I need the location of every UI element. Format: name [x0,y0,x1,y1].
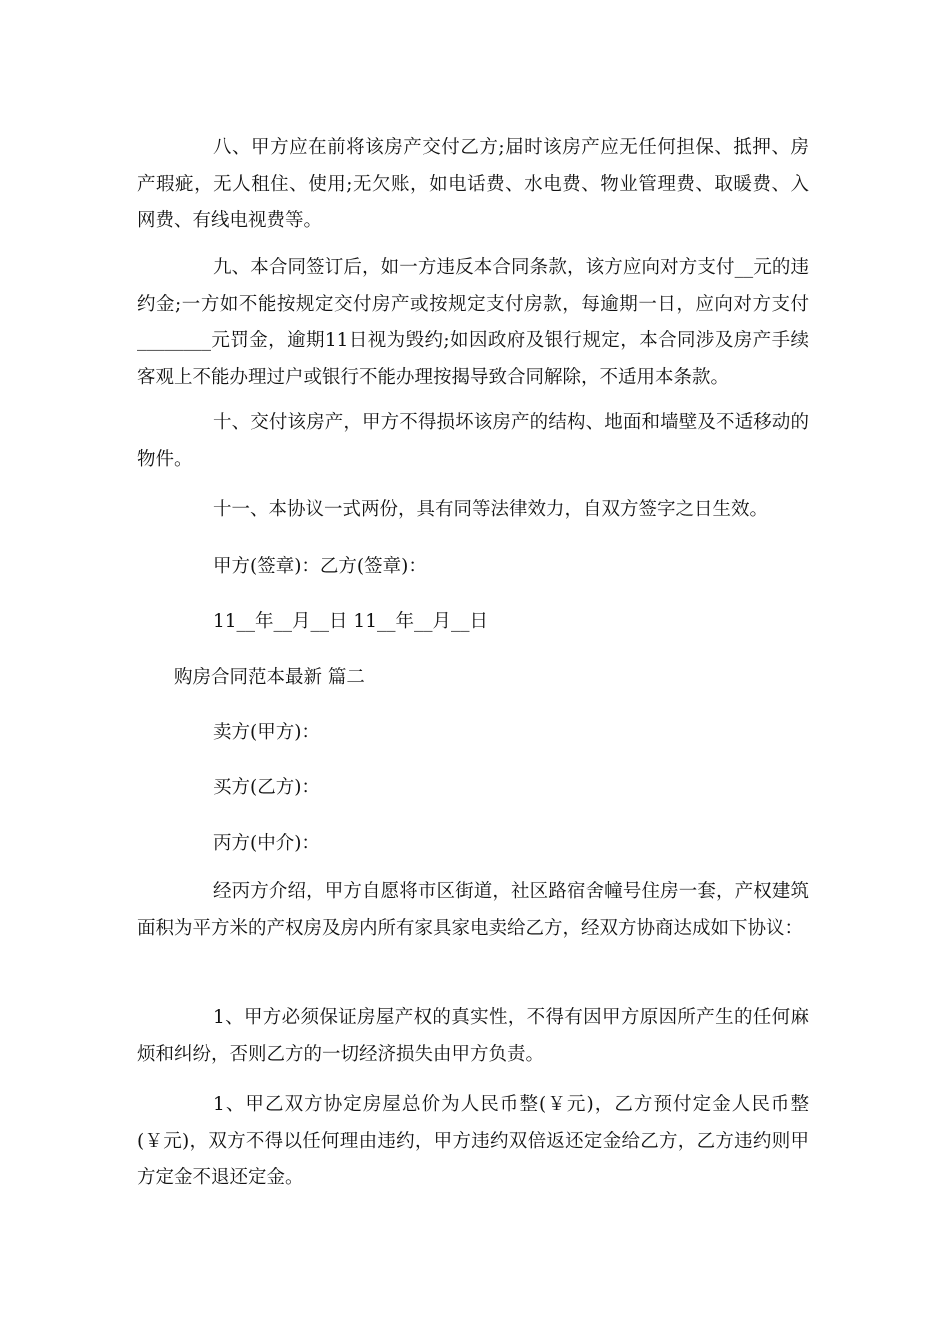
section-title: 购房合同范本最新 篇二 [174,667,365,688]
clause-11: 十一、本协议一式两份，具有同等法律效力，自双方签字之日生效。 [213,499,769,520]
buyer-field: 买方(乙方)： [213,777,320,798]
clause-8: 八、甲方应在前将该房产交付乙方;届时该房产应无任何担保、抵押、房产瑕疵，无人租住、使用;无欠账，如电话费、水电费、物业管理费、取暖费、入网费、有线电视费等。 [137,137,809,231]
seller-field: 卖方(甲方)： [213,722,320,743]
clause-9: 九、本合同签订后，如一方违反本合同条款，该方应向对方支付__元的违约金;一方如不能按规定交付房产或按规定支付房款，每逾期一日，应向对方支付________元罚金，逾期11日视为毁约;如因政府及银行规定，本合同涉及房产手续客观上不能办理过户或银行不能办理按揭导致合同解除，不适用本条款。 [137,257,809,388]
clause-10: 十、交付该房产，甲方不得损坏该房产的结构、地面和墙壁及不适移动的物件。 [137,412,809,470]
date-line: 11__年__月__日 11__年__月__日 [213,611,488,632]
signature-line: 甲方(签章)：乙方(签章)： [213,556,427,577]
clause-1-price: 1、甲乙双方协定房屋总价为人民币整(￥元)，乙方预付定金人民币整(￥元)，双方不得以任何理由违约，甲方违约双倍返还定金给乙方，乙方违约则甲方定金不退还定金。 [137,1094,809,1188]
clause-1-property: 1、甲方必须保证房屋产权的真实性，不得有因甲方原因所产生的任何麻烦和纠纷，否则乙方的一切经济损失由甲方负责。 [137,1007,809,1065]
agent-field: 丙方(中介)： [213,833,320,854]
intro-paragraph: 经丙方介绍，甲方自愿将市区街道，社区路宿舍幢号住房一套，产权建筑面积为平方米的产权房及房内所有家具家电卖给乙方，经双方协商达成如下协议： [137,881,809,939]
